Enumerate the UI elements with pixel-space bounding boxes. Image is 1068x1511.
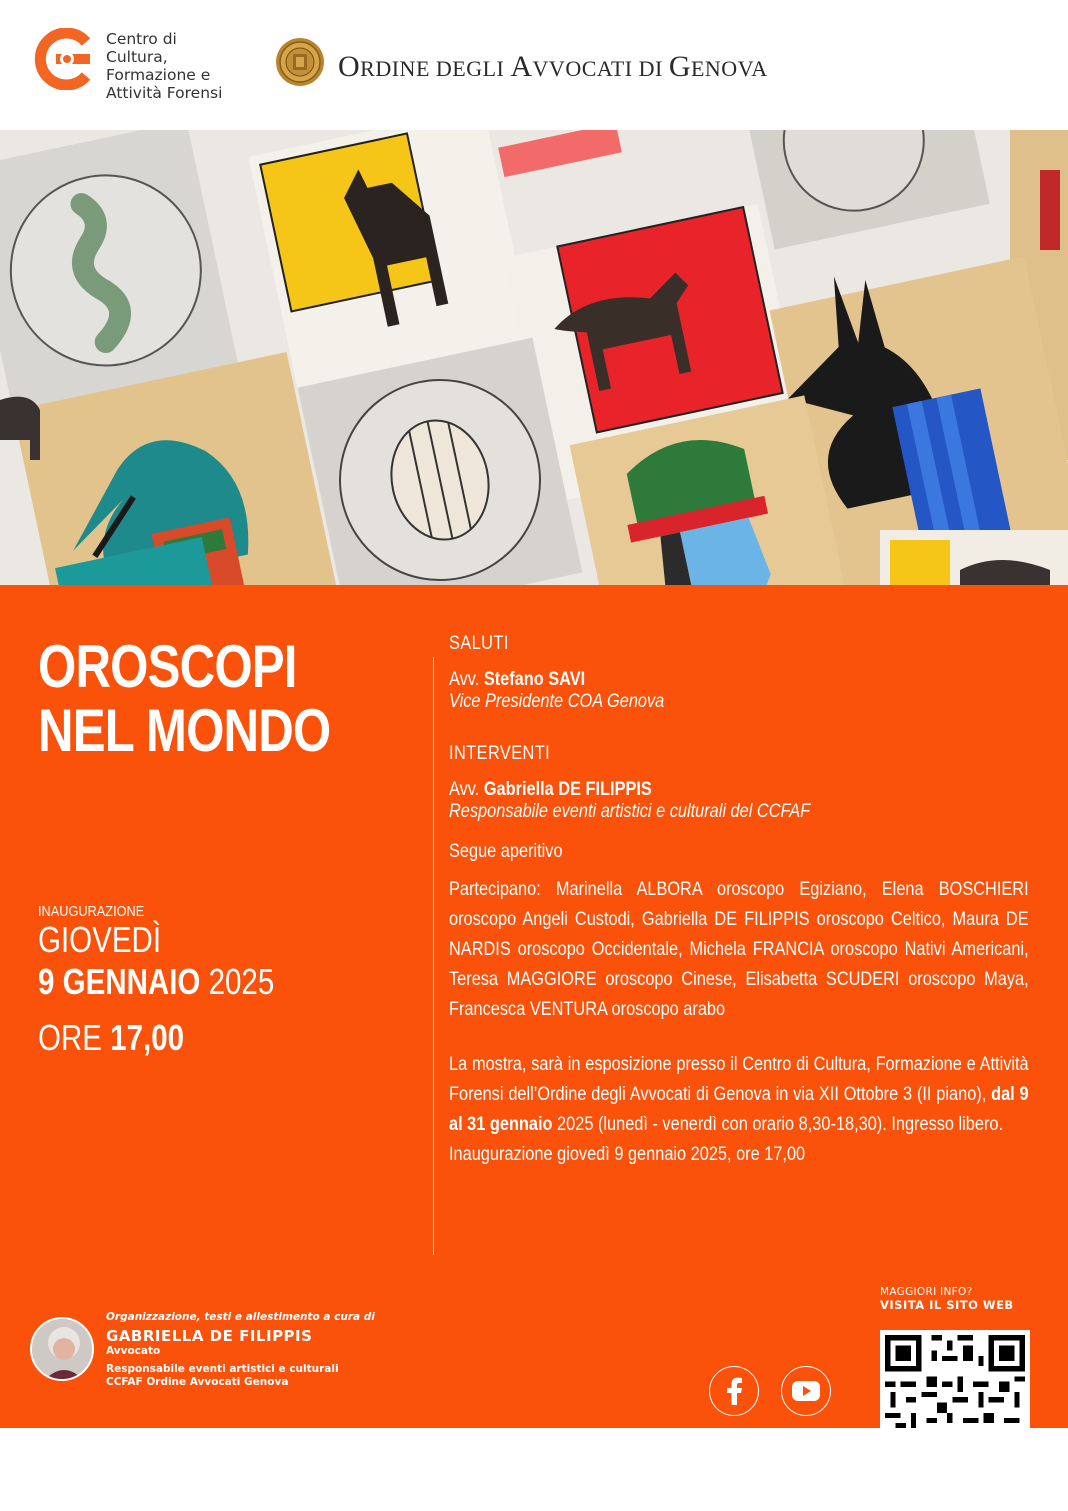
exhibition-inauguration: Inaugurazione giovedì 9 gennaio 2025, ore 17,00 <box>449 1144 806 1165</box>
organizer-intro: Organizzazione, testi e allestimento a cura di <box>106 1311 375 1323</box>
interventi-name: Gabriella DE FILIPPIS <box>483 779 652 800</box>
event-title-line: OROSCOPI <box>38 633 297 700</box>
saluti-role: Vice Presidente COA Genova <box>449 691 665 712</box>
interventi-label: INTERVENTI <box>449 743 551 764</box>
saluti-speaker <box>449 669 1029 691</box>
program-column <box>449 633 1029 1170</box>
ordine-title-part: G <box>668 50 691 83</box>
exhibition-text-a: La mostra, sarà in esposizione presso il Centro di Cultura, Formazione e Attività Forensi dell’Ordine degli Avvocati di Genova in via XII Ottobre 3 (II piano), <box>449 1054 1029 1105</box>
ccfaf-line: Centro di <box>106 30 177 48</box>
organizer-responsibility <box>106 1363 375 1389</box>
organizer-name: GABRIELLA DE FILIPPIS <box>106 1327 313 1345</box>
ordine-seal-icon <box>275 37 325 87</box>
artwork-collage <box>0 130 1068 585</box>
ordine-title-part: ENOVA <box>690 56 768 81</box>
ccfaf-name <box>106 30 222 102</box>
more-info-question: MAGGIORI INFO? <box>880 1286 973 1298</box>
bottom-margin <box>0 1428 1068 1511</box>
youtube-link[interactable] <box>781 1366 831 1416</box>
event-title <box>38 635 330 763</box>
organizer-responsibility-line: Responsabile eventi artistici e culturali <box>106 1363 339 1375</box>
more-info-cta: VISITA IL SITO WEB <box>880 1298 1014 1312</box>
ccfaf-line: Attività Forensi <box>106 84 223 102</box>
saluti-prefix: Avv. <box>449 669 484 690</box>
event-time <box>38 1017 184 1059</box>
column-divider <box>433 657 434 1255</box>
artwork-collage-image <box>0 130 1068 585</box>
saluti-name: Stefano SAVI <box>483 669 586 690</box>
more-info <box>880 1286 1014 1312</box>
ccfaf-line: Formazione e <box>106 66 211 84</box>
participants-text: Partecipano: Marinella ALBORA oroscopo Egiziano, Elena BOSCHIERI oroscopo Angeli Custodi, Gabriella DE FILIPPIS oroscopo Celtico, Maura DE NARDIS oroscopo Occidentale, Michela FRANCIA oroscopo Nativi Americani, Teresa MAGGIORE oroscopo Cinese, Elisabetta SCUDERI oroscopo Maya, Francesca VENTURA oroscopo arabo <box>449 879 1029 1020</box>
event-title-line: NEL MONDO <box>38 697 331 764</box>
event-weekday: GIOVEDÌ <box>38 919 162 960</box>
organizer-avatar <box>30 1317 94 1381</box>
organizer-photo-icon <box>32 1319 94 1381</box>
organizer-role: Avvocato <box>106 1345 161 1357</box>
ordine-title <box>338 50 768 84</box>
exhibition-text-b: 2025 (lunedì - venerdì con orario 8,30-18,30). Ingresso libero. <box>552 1114 1004 1135</box>
event-date-day-month: 9 GENNAIO <box>38 961 201 1002</box>
facebook-link[interactable] <box>709 1366 759 1416</box>
event-date <box>38 961 274 1003</box>
event-time-prefix: ORE <box>38 1017 111 1058</box>
event-time-value: 17,00 <box>110 1017 185 1058</box>
event-date-year: 2025 <box>200 961 275 1002</box>
aperitivo-note: Segue aperitivo <box>449 841 563 862</box>
exhibition-dates: dal 9 al 31 gennaio <box>449 1084 1029 1135</box>
interventi-speaker <box>449 779 1029 801</box>
saluti-label: SALUTI <box>449 633 509 654</box>
exhibition-text <box>449 1050 1029 1140</box>
facebook-icon <box>723 1377 745 1405</box>
event-panel <box>0 585 1068 1428</box>
ordine-title-part: A <box>510 50 533 83</box>
youtube-icon <box>792 1381 820 1401</box>
ordine-title-part: RDINE DEGLI <box>360 56 511 81</box>
header <box>0 0 1068 130</box>
ordine-title-part: O <box>338 50 361 83</box>
organizer-responsibility-line: CCFAF Ordine Avvocati Genova <box>106 1376 289 1388</box>
organizer-info <box>106 1311 375 1389</box>
interventi-prefix: Avv. <box>449 779 484 800</box>
inauguration-label: INAUGURAZIONE <box>38 903 145 920</box>
ccfaf-line: Cultura, <box>106 48 168 66</box>
ordine-title-part: VVOCATI DI <box>532 56 669 81</box>
interventi-role: Responsabile eventi artistici e culturali del CCFAF <box>449 801 811 822</box>
ccfaf-logo-icon <box>34 28 96 90</box>
